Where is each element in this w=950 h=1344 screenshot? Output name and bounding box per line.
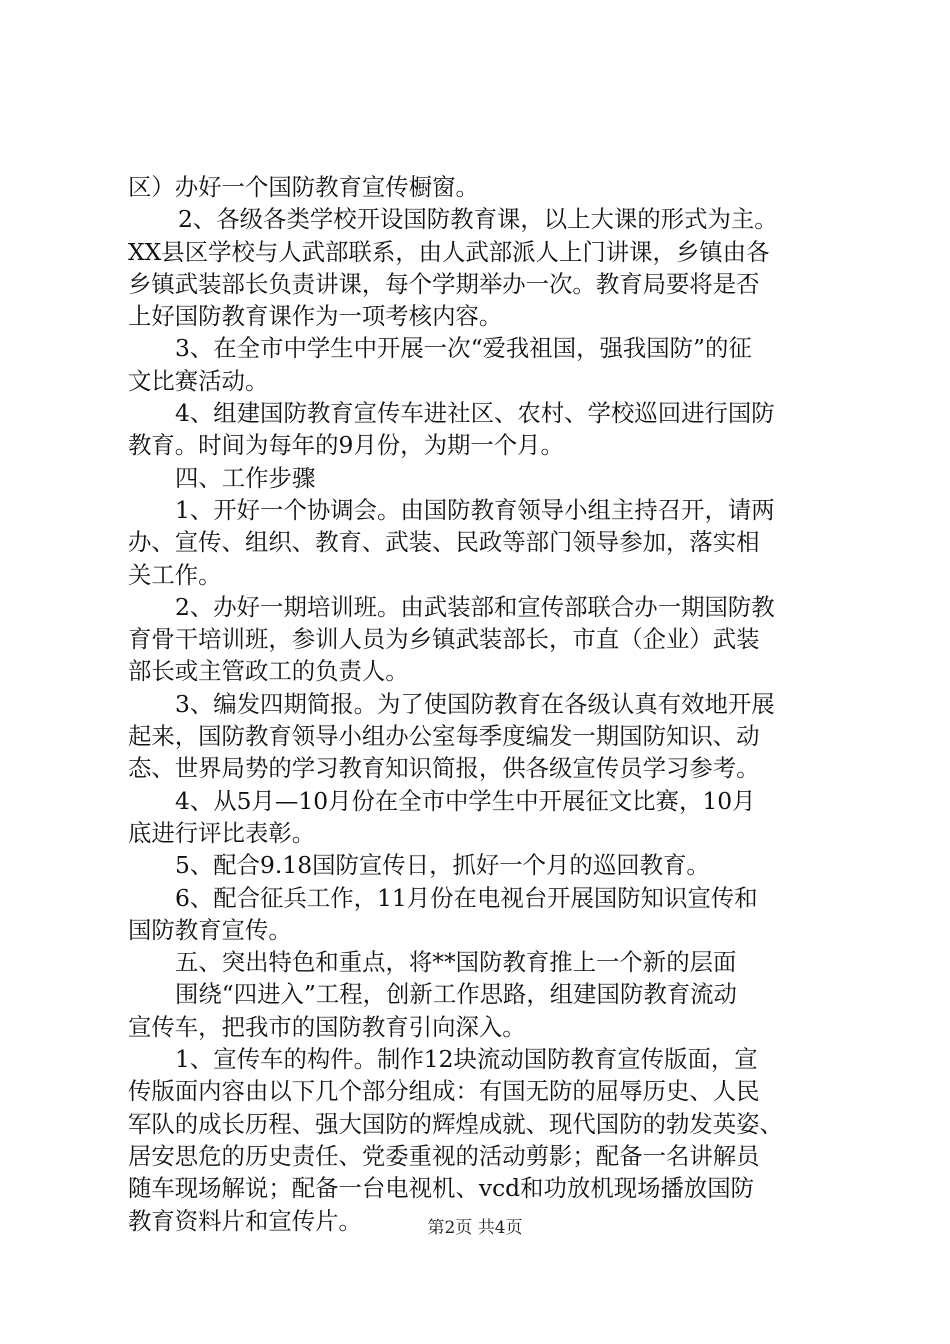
- text-line: 传版面内容由以下几个部分组成：有国无防的屈辱历史、人民: [128, 1077, 760, 1106]
- text-line: 育骨干培训班，参训人员为乡镇武装部长，市直（企业）武装: [128, 625, 760, 654]
- text-line: 教育。时间为每年的9月份，为期一个月。: [128, 431, 564, 460]
- text-line: 态、世界局势的学习教育知识简报，供各级宣传员学习参考。: [128, 754, 760, 783]
- text-line: 文比赛活动。: [128, 366, 269, 395]
- text-line: 2、办好一期培训班。由武装部和宣传部联合办一期国防教: [175, 592, 775, 621]
- text-line: XX县区学校与人武部联系，由人武部派人上门讲课，乡镇由各: [128, 237, 770, 266]
- text-line: 随车现场解说；配备一台电视机、vcd和功放机现场播放国防: [128, 1174, 755, 1203]
- text-line: 6、配合征兵工作，11月份在电视台开展国防知识宣传和: [175, 883, 758, 912]
- text-line: 起来，国防教育领导小组办公室每季度编发一期国防知识、动: [128, 722, 760, 751]
- text-line: 1、宣传车的构件。制作12块流动国防教育宣传版面，宣: [175, 1045, 758, 1074]
- text-line: 区）办好一个国防教育宣传橱窗。: [128, 173, 479, 201]
- text-line: 3、编发四期简报。为了使国防教育在各级认真有效地开展: [175, 689, 775, 718]
- document-body: [128, 171, 848, 1237]
- text-line: 居安思危的历史责任、党委重视的活动剪影；配备一名讲解员: [128, 1141, 760, 1170]
- text-line: 底进行评比表彰。: [128, 818, 316, 847]
- text-line: 教育资料片和宣传片。: [128, 1206, 362, 1235]
- text-line: 军队的成长历程、强大国防的辉煌成就、现代国防的勃发英姿、: [128, 1109, 783, 1138]
- text-line: 五、突出特色和重点，将**国防教育推上一个新的层面: [175, 948, 737, 977]
- page-footer: 第2页 共4页: [427, 1218, 523, 1238]
- text-line: 围绕“四进入”工程，创新工作思路，组建国防教育流动: [175, 980, 737, 1009]
- text-line: 乡镇武装部长负责讲课，每个学期举办一次。教育局要将是否: [128, 269, 760, 298]
- text-line: 办、宣传、组织、教育、武装、民政等部门领导参加，落实相: [128, 528, 760, 557]
- text-line: 关工作。: [128, 560, 222, 589]
- text-line: 宣传车，把我市的国防教育引向深入。: [128, 1012, 526, 1041]
- text-line: 2、各级各类学校开设国防教育课，以上大课的形式为主。: [178, 205, 778, 234]
- text-line: 部长或主管政工的负责人。: [128, 657, 409, 686]
- text-line: 3、在全市中学生中开展一次“爱我祖国，强我国防”的征: [175, 334, 752, 363]
- text-line: 四、工作步骤: [175, 463, 316, 492]
- text-line: 1、开好一个协调会。由国防教育领导小组主持召开，请两: [175, 495, 775, 524]
- text-line: 上好国防教育课作为一项考核内容。: [128, 302, 503, 331]
- text-line: 4、从5月—10月份在全市中学生中开展征文比赛，10月: [175, 786, 756, 815]
- text-line: 4、组建国防教育宣传车进社区、农村、学校巡回进行国防: [175, 399, 775, 428]
- text-line: 5、配合9.18国防宣传日，抓好一个月的巡回教育。: [175, 851, 710, 880]
- text-line: 国防教育宣传。: [128, 915, 292, 944]
